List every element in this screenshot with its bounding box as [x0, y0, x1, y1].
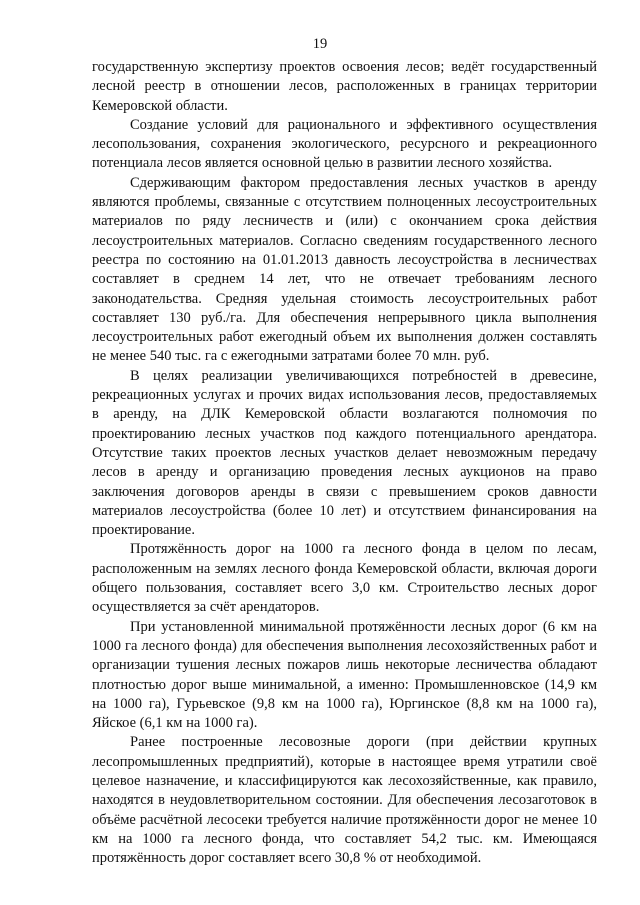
paragraph-3: Сдерживающим фактором предоставления лесных участков в аренду являются проблемы, связанные с отсутствием полноценных лесоустроительных материалов по ряду лесничеств и (или) с окончанием срока действия лесоустроительных материалов. Согласно сведениям государственного лесного реестра по состоянию на 01.01.2013 давность лесоустройства в лесничествах составляет в среднем 14 лет, что не отвечает требованиям лесного законодательства. Средняя удельная стоимость лесоустроительных работ составляет 130 руб./га. Для обеспечения непрерывного цикла выполнения лесоустроительных работ ежегодный объем их выполнения должен составлять не менее 540 тыс. га с ежегодными затратами более 70 млн. руб.	[92, 174, 597, 365]
paragraph-2: Создание условий для рационального и эффективного осуществления лесопользования, сохранения экологического, ресурсного и рекреационного потенциала лесов является основной целью в развитии лесного хозяйства.	[92, 116, 597, 172]
paragraph-5: Протяжённость дорог на 1000 га лесного фонда в целом по лесам, расположенным на землях лесного фонда Кемеровской области, включая дороги общего пользования, составляет всего 3,0 км. Строительство лесных дорог осуществляется за счёт арендаторов.	[92, 541, 597, 616]
page-body	[92, 58, 597, 868]
paragraph-6: При установленной минимальной протяжённости лесных дорог (6 км на 1000 га лесного фонда) для обеспечения выполнения лесохозяйственных работ и организации тушения лесных пожаров лишь некоторые лесничества обладают плотностью дорог выше минимальной, а именно: Промышленновское (14,9 км на 1000 га), Гурьевское (9,8 км на 1000 га), Юргинское (8,8 км на 1000 га), Яйское (6,1 км на 1000 га).	[92, 618, 597, 732]
paragraph-7: Ранее построенные лесовозные дороги (при действии крупных лесопромышленных предприятий), которые в настоящее время утратили своё целевое назначение, и классифицируются как лесохозяйственные, как правило, находятся в неудовлетворительном состоянии. Для обеспечения лесозаготовок в объёме расчётной лесосеки требуется наличие протяжённости дорог не менее 10 км на 1000 га лесного фонда, что составляет 54,2 тыс. км. Имеющаяся протяжённость дорог составляет всего 30,8 % от необходимой.	[92, 734, 597, 867]
paragraph-4: В целях реализации увеличивающихся потребностей в древесине, рекреационных услугах и прочих видах использования лесов, предоставляемых в аренду, на ДЛК Кемеровской области возлагаются полномочия по проектированию лесных участков под каждого потенциального арендатора. Отсутствие таких проектов лесных участков делает невозможным передачу лесов в аренду и организацию проведения лесных аукционов на право заключения договоров аренды в связи с превышением сроков давности материалов лесоустройства (более 10 лет) и отсутствием финансирования на проектирование.	[92, 367, 597, 539]
paragraph-1: государственную экспертизу проектов освоения лесов; ведёт государственный лесной реестр в отношении лесов, расположенных в границах территории Кемеровской области.	[92, 59, 597, 114]
page-number: 19	[312, 36, 328, 52]
